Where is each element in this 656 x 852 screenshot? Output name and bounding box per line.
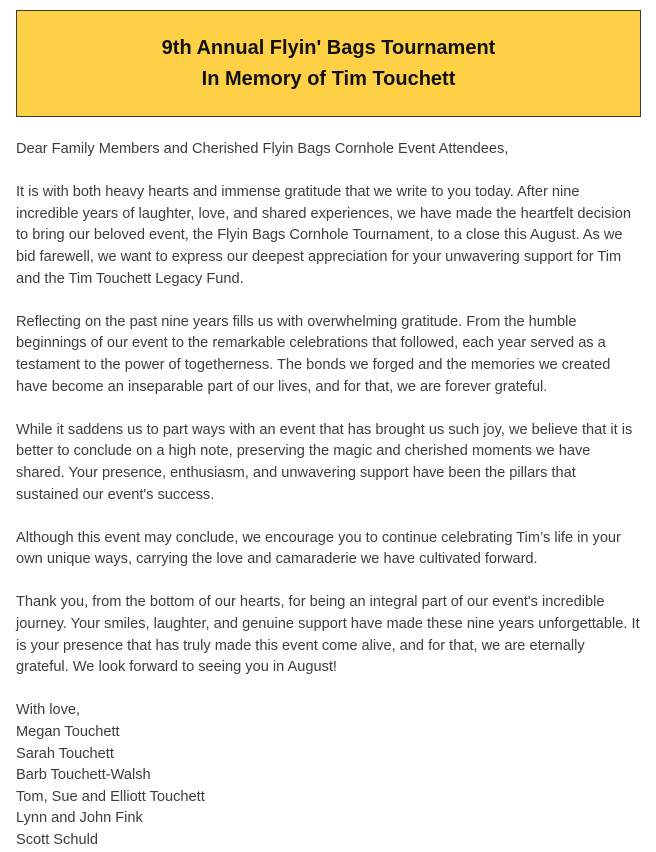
salutation: Dear Family Members and Cherished Flyin Bags Cornhole Event Attendees,: [16, 141, 509, 157]
paragraph-2: Reflecting on the past nine years fills us with overwhelming gratitude. From the humble beginnings of our event to the remarkable celebrations that followed, each year served as a testament to the power of togetherness. The bonds we forged and the memories we created have become an inseparable part of our lives, and for that, we are forever grateful.: [16, 313, 611, 395]
paragraph-1: It is with both heavy hearts and immense gratitude that we write to you today. After nine incredible years of laughter, love, and shared experiences, we have made the heartfelt decision to bring our beloved event, the Flyin Bags Cornhole Tournament, to a close this August. As we bid farewell, we want to express our deepest appreciation for your unwavering support for Tim and the Tim Touchett Legacy Fund.: [16, 184, 631, 287]
signature-3: Barb Touchett-Walsh: [16, 767, 151, 784]
title-banner: [16, 10, 641, 117]
signoff-block: [16, 700, 641, 851]
signature-1: Megan Touchett: [16, 724, 120, 741]
banner-title-line-1: 9th Annual Flyin' Bags Tournament: [161, 36, 496, 59]
paragraph-3: While it saddens us to part ways with an event that has brought us such joy, we believe that it is better to conclude on a high note, preserving the magic and cherished moments we have shared. Your presence, enthusiasm, and unwavering support have been the pillars that sustained our event's success.: [16, 421, 633, 503]
signature-5: Lynn and John Fink: [16, 810, 143, 827]
paragraph-5: Thank you, from the bottom of our hearts, for being an integral part of our event's incredible journey. Your smiles, laughter, and genuine support have made these nine years unforgettable. It is your presence that has truly made this event come alive, and for that, we are eternally grateful. We look forward to seeing you in August!: [16, 594, 640, 676]
banner-title-line-2: In Memory of Tim Touchett: [201, 67, 456, 90]
signature-2: Sarah Touchett: [16, 745, 114, 762]
paragraph-4: Although this event may conclude, we encourage you to continue celebrating Tim’s life in your own unique ways, carrying the love and camaraderie we have cultivated forward.: [16, 529, 621, 568]
signature-6: Scott Schuld: [16, 832, 98, 848]
letter-body: [16, 139, 641, 852]
signature-4: Tom, Sue and Elliott Touchett: [16, 788, 205, 805]
closing-line: With love,: [16, 702, 81, 719]
